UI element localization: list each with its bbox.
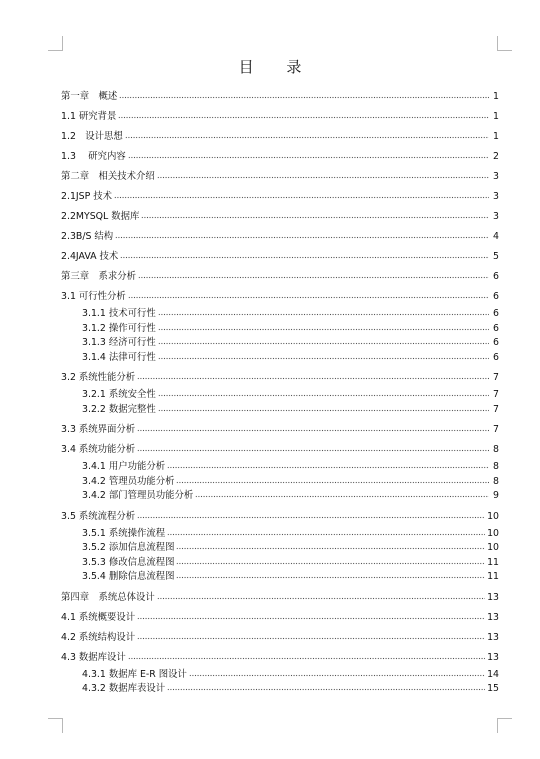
toc-entry[interactable] (61, 291, 499, 303)
toc-entry-title: 3.1.4 法律可行性 (82, 351, 156, 363)
toc-entry[interactable] (82, 389, 499, 401)
toc-entry-page-number: 6 (493, 271, 499, 282)
toc-entry-title: 2.2MYSQL 数据库 (61, 211, 140, 222)
toc-entry-title: 3.1.3 经济可行性 (82, 337, 156, 348)
toc-entry[interactable] (82, 528, 499, 540)
toc-entry-page-number: 13 (487, 651, 499, 663)
toc-entry-title: 3.2.1 系统安全性 (82, 389, 156, 400)
toc-entry-page-number: 13 (487, 591, 499, 603)
toc-entry-title: 第四章 系统总体设计 (61, 591, 155, 603)
toc-entry-title: 3.5.1 系统操作流程 (82, 527, 166, 539)
toc-entry-page-number: 6 (493, 291, 499, 302)
toc-entry-page-number: 1 (493, 91, 499, 102)
toc-entry[interactable] (61, 171, 499, 183)
toc-entry-page-number: 10 (487, 527, 499, 539)
toc-entry-title: 3.4.1 用户功能分析 (82, 461, 166, 472)
toc-entry[interactable] (61, 592, 499, 604)
dot-leader (137, 372, 489, 380)
dot-leader (128, 151, 489, 159)
dot-leader (115, 231, 489, 239)
toc-entry[interactable] (61, 91, 499, 103)
toc-entry-title: 3.2.2 数据完整性 (82, 403, 156, 415)
toc-entry-page-number: 9 (493, 490, 499, 501)
toc-entry[interactable] (82, 323, 499, 335)
toc-entry[interactable] (61, 211, 499, 223)
toc-entry[interactable] (61, 131, 499, 143)
toc-entry[interactable] (82, 571, 499, 583)
toc-entry[interactable] (82, 669, 499, 681)
toc-entry-page-number: 15 (487, 683, 499, 694)
toc-entry-page-number: 10 (487, 542, 499, 553)
toc-entry-title: 第一章 概述 (61, 91, 118, 102)
dot-leader (114, 191, 489, 199)
dot-leader (137, 511, 485, 519)
dot-leader (158, 352, 489, 360)
toc-entry-title: 3.2 系统性能分析 (61, 372, 136, 383)
toc-entry-title: 第二章 相关技术介绍 (61, 171, 155, 182)
toc-entry-page-number: 6 (493, 322, 499, 334)
toc-entry-title: 3.4 系统功能分析 (61, 444, 136, 455)
dot-leader (119, 91, 489, 99)
toc-entry-page-number: 13 (487, 631, 499, 643)
toc-entry[interactable] (82, 461, 499, 473)
dot-leader (158, 337, 489, 345)
dot-leader (176, 557, 485, 565)
toc-entry[interactable] (82, 352, 499, 364)
toc-entry[interactable] (61, 511, 499, 523)
toc-entry-page-number: 7 (493, 372, 499, 383)
toc-entry[interactable] (82, 476, 499, 488)
dot-leader (195, 490, 489, 498)
toc-entry[interactable] (61, 111, 499, 123)
toc-entry-title: 3.1.2 操作可行性 (82, 322, 156, 334)
toc-entry-page-number: 7 (493, 403, 499, 415)
toc-entry-title: 1.3 研究内容 (61, 151, 126, 162)
toc-entry-page-number: 13 (487, 611, 499, 623)
toc-entry-page-number: 10 (487, 510, 499, 522)
toc-entry-title: 3.3 系统界面分析 (61, 424, 136, 435)
dot-leader (158, 389, 489, 397)
dot-leader (176, 476, 489, 484)
toc-entry[interactable] (82, 542, 499, 554)
toc-entry-title: 2.3B/S 结构 (61, 231, 114, 242)
toc-entry-page-number: 4 (493, 231, 499, 242)
toc-entry[interactable] (61, 251, 499, 263)
toc-entry-page-number: 3 (493, 211, 499, 222)
toc-entry[interactable] (61, 191, 499, 203)
dot-leader (158, 308, 489, 316)
toc-entry[interactable] (82, 557, 499, 569)
toc-entry-title: 3.1.1 技术可行性 (82, 308, 156, 319)
toc-entry[interactable] (61, 231, 499, 243)
toc-entry[interactable] (82, 404, 499, 416)
toc-entry[interactable] (61, 444, 499, 456)
toc-entry-title: 4.3.1 数据库 E-R 图设计 (82, 668, 187, 680)
toc-entry-page-number: 11 (487, 571, 499, 582)
toc-entry-page-number: 6 (493, 337, 499, 348)
toc-entry[interactable] (61, 612, 499, 624)
dot-leader (125, 131, 489, 139)
dot-leader (176, 542, 485, 550)
toc-entry-title: 1.2 设计思想 (61, 131, 123, 142)
toc-entry-title: 3.1 可行性分析 (61, 291, 126, 302)
toc-entry-title: 3.4.2 管理员功能分析 (82, 475, 175, 487)
toc-entry[interactable] (61, 151, 499, 163)
toc-entry-title: 3.4.2 部门管理员功能分析 (82, 490, 194, 501)
toc-entry-page-number: 1 (493, 111, 499, 122)
toc-entry-page-number: 11 (487, 556, 499, 568)
toc-entry-title: 3.5.4 删除信息流程图 (82, 571, 175, 582)
toc-entry[interactable] (61, 424, 499, 436)
toc-entry-page-number: 8 (493, 461, 499, 472)
dot-leader (141, 211, 489, 219)
toc-entry-title: 2.1JSP 技术 (61, 191, 113, 202)
toc-entry-page-number: 2 (493, 151, 499, 162)
toc-entry-title: 4.1 系统概要设计 (61, 611, 136, 623)
toc-entry-title: 第三章 系求分析 (61, 271, 137, 282)
toc-entry[interactable] (82, 308, 499, 320)
dot-leader (157, 171, 489, 179)
dot-leader (137, 424, 489, 432)
toc-entry-page-number: 1 (493, 131, 499, 142)
toc-entry[interactable] (82, 683, 499, 695)
toc-entry-page-number: 7 (493, 424, 499, 435)
toc-entry-title: 4.3 数据库设计 (61, 651, 126, 663)
dot-leader (137, 444, 489, 452)
toc-entry-page-number: 3 (493, 191, 499, 202)
dot-leader (157, 592, 485, 600)
dot-leader (167, 528, 485, 536)
toc-entry[interactable] (61, 271, 499, 283)
dot-leader (158, 323, 489, 331)
toc-entry[interactable] (61, 372, 499, 384)
toc-entry-page-number: 3 (493, 171, 499, 182)
toc-entry-title: 4.3.2 数据库表设计 (82, 683, 166, 694)
toc-entry-page-number: 5 (493, 251, 499, 262)
dot-leader (189, 669, 485, 677)
dot-leader (137, 612, 485, 620)
toc-entry[interactable] (61, 652, 499, 664)
dot-leader (128, 291, 489, 299)
toc-entry-page-number: 8 (493, 475, 499, 487)
toc-entry-page-number: 14 (487, 668, 499, 680)
dot-leader (137, 632, 485, 640)
dot-leader (167, 683, 485, 691)
dot-leader (167, 461, 489, 469)
page-title: 目 录 (238, 58, 316, 76)
toc-entry[interactable] (61, 632, 499, 644)
toc-entry-page-number: 6 (493, 351, 499, 363)
toc-entry-title: 3.5.3 修改信息流程图 (82, 556, 175, 568)
toc-entry-title: 3.5.2 添加信息流程图 (82, 542, 175, 553)
toc-entry[interactable] (82, 490, 499, 502)
dot-leader (176, 571, 485, 579)
toc-entry-page-number: 7 (493, 389, 499, 400)
toc-entry-title: 1.1 研究背景 (61, 111, 117, 122)
dot-leader (128, 652, 485, 660)
dot-leader (118, 111, 489, 119)
dot-leader (158, 404, 489, 412)
toc-entry-page-number: 8 (493, 444, 499, 455)
toc-entry[interactable] (82, 337, 499, 349)
toc-entry-title: 3.5 系统流程分析 (61, 510, 136, 522)
toc-entry-page-number: 6 (493, 308, 499, 319)
dot-leader (138, 271, 489, 279)
toc-entry-title: 2.4JAVA 技术 (61, 251, 119, 262)
toc-entry-title: 4.2 系统结构设计 (61, 631, 136, 643)
dot-leader (120, 251, 489, 259)
